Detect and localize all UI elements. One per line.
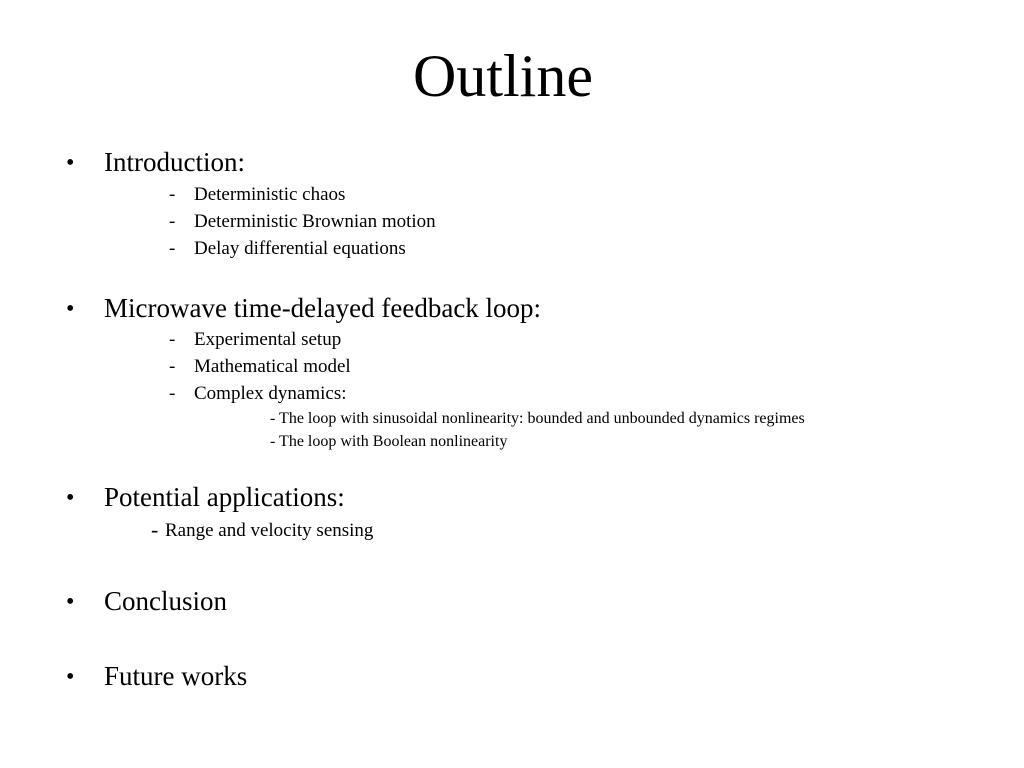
sub-item-deterministic-chaos: Deterministic chaos	[194, 184, 346, 205]
sub-item-range-velocity-sensing: Range and velocity sensing	[165, 520, 374, 541]
sub-item-delay-differential-equations: Delay differential equations	[194, 238, 406, 259]
bullet-microwave-feedback-loop: Microwave time-delayed feedback loop:	[104, 293, 542, 323]
dash-icon: -	[169, 184, 176, 205]
dash-icon: -	[169, 238, 176, 259]
bullet-conclusion: Conclusion	[104, 586, 228, 616]
dash-icon: -	[169, 383, 176, 404]
bullet-icon: •	[66, 589, 75, 615]
sub-item-deterministic-brownian-motion: Deterministic Brownian motion	[194, 211, 436, 232]
bullet-icon: •	[66, 485, 75, 511]
dash-icon: -	[169, 356, 176, 377]
bullet-potential-applications: Potential applications:	[104, 482, 345, 512]
bullet-icon: •	[66, 296, 75, 322]
sub-sub-item-sinusoidal-nonlinearity: - The loop with sinusoidal nonlinearity: bounded and unbounded dynamics regimes	[270, 410, 805, 427]
dash-icon: -	[169, 329, 176, 350]
bullet-future-works: Future works	[104, 661, 248, 691]
slide-title: Outline	[413, 43, 593, 109]
dash-icon: -	[151, 517, 159, 542]
sub-item-complex-dynamics: Complex dynamics:	[194, 383, 347, 404]
sub-item-mathematical-model: Mathematical model	[194, 356, 351, 377]
dash-icon: -	[169, 211, 176, 232]
sub-sub-item-boolean-nonlinearity: - The loop with Boolean nonlinearity	[270, 433, 508, 450]
bullet-icon: •	[66, 664, 75, 690]
sub-item-experimental-setup: Experimental setup	[194, 329, 342, 350]
bullet-icon: •	[66, 150, 75, 176]
bullet-introduction: Introduction:	[104, 147, 245, 177]
